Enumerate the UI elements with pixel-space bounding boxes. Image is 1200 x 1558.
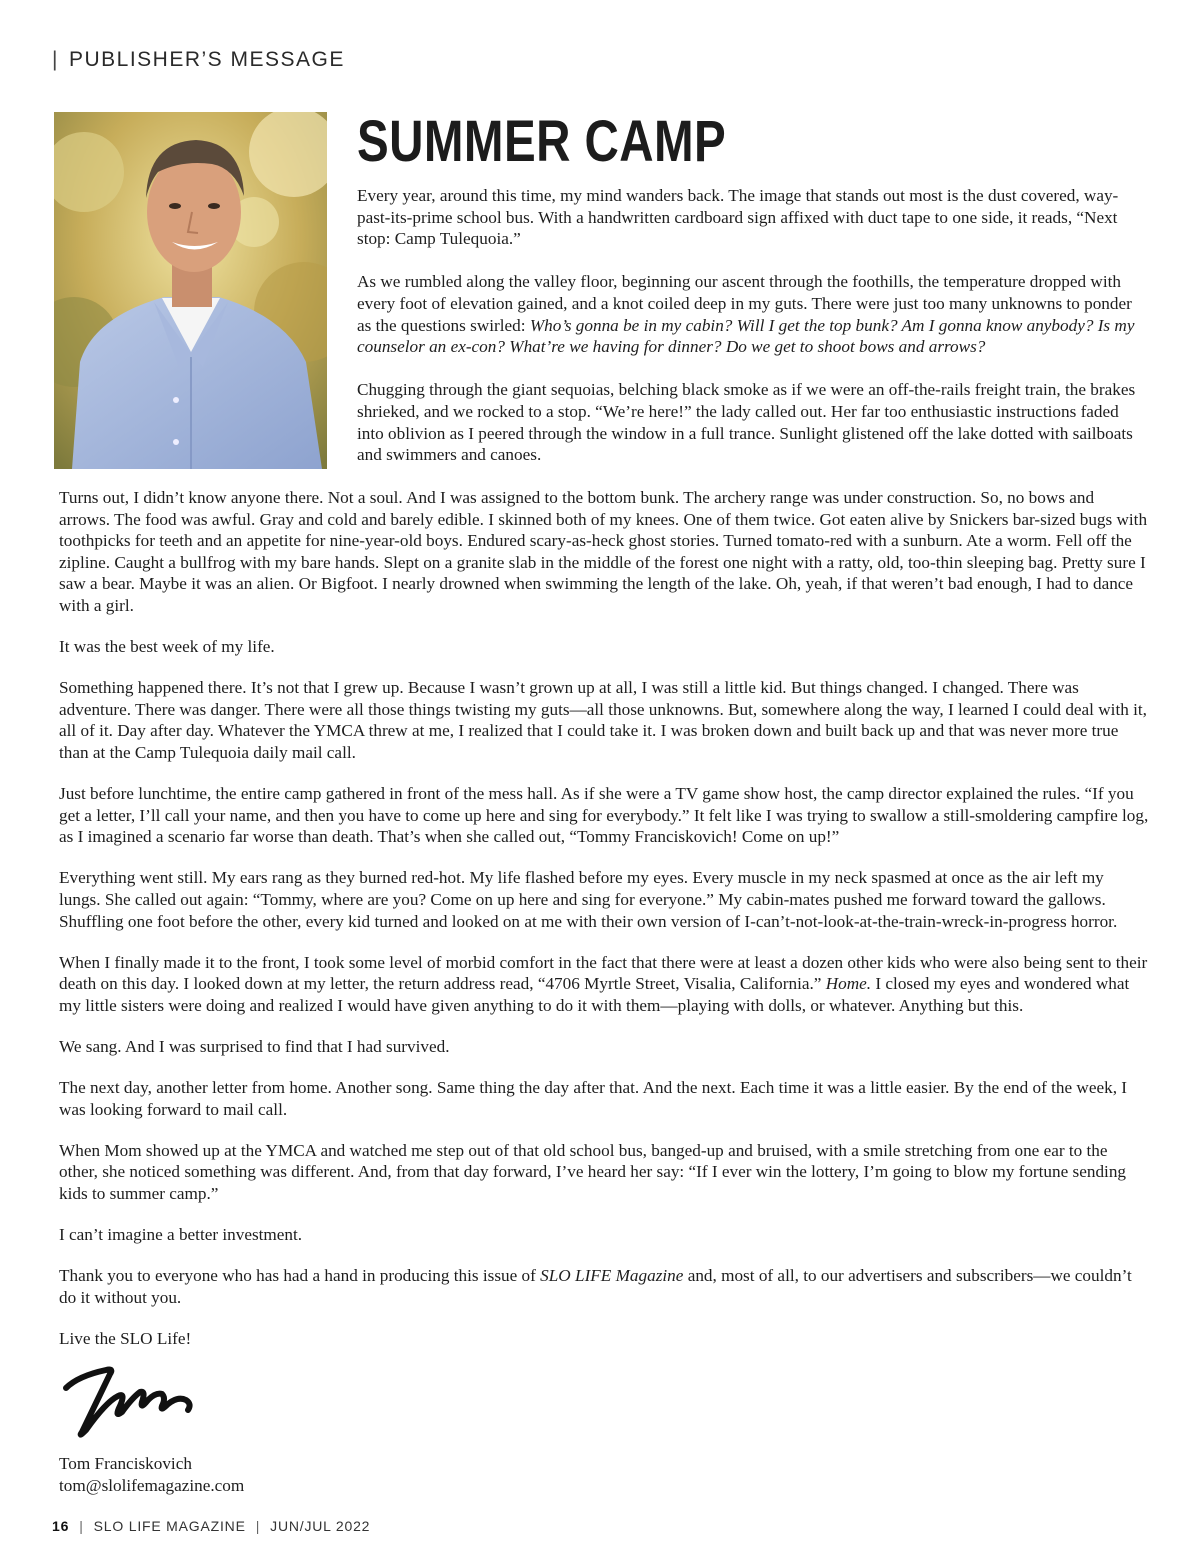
signature-image xyxy=(60,1362,200,1440)
text-segment: Live the SLO Life! xyxy=(59,1328,192,1348)
paragraph xyxy=(59,1036,1149,1058)
text-segment: Something happened there. It’s not that I grew up. Because I wasn’t grown up at all, I was still a little kid. But things changed. I changed. There was adventure. There was danger. There were all those things twisting my guts—all those unknowns. But, somewhere along the way, I learned I could deal with it, all of it. Day after day. Whatever the YMCA threw at me, I realized that I could take it. I was broken down and built back up and that was never more true than at the Camp Tulequoia daily mail call. xyxy=(59,678,1147,762)
text-segment: The next day, another letter from home. Another song. Same thing the day after that. And the next. Each time it was a little easier. By the end of the week, I was looking forward to mail call. xyxy=(59,1077,1128,1119)
text-segment: Turns out, I didn’t know anyone there. Not a soul. And I was assigned to the bottom bunk. The archery range was under construction. So, no bows and arrows. The food was awful. Gray and cold and barely edible. I skinned both of my knees. One of them twice. Got eaten alive by Snickers bar-sized bugs with toothpicks for teeth and an appetite for nine-year-old boys. Endured scary-as-heck ghost stories. Turned tomato-red with a sunburn. Ate a worm. Fell off the zipline. Caught a bullfrog with my bare hands. Slept on a granite slab in the middle of the forest one night with a ratty, old, too-thin sleeping bag. Pretty sure I saw a bear. Maybe it was an alien. Or Bigfoot. I nearly drowned when swimming the length of the lake. Oh, yeah, if that weren’t bad enough, I had to dance with a girl. xyxy=(59,488,1148,615)
issue-date: JUN/JUL 2022 xyxy=(270,1518,371,1534)
section-label xyxy=(52,48,345,72)
page-footer xyxy=(52,1518,370,1534)
author-name: Tom Franciskovich xyxy=(59,1454,192,1473)
text-segment: Everything went still. My ears rang as they burned red-hot. My life flashed before my eyes. Every muscle in my neck spasmed at once as the air left my lungs. She called out again: “Tommy, where are you? Come on up here and sing for everyone.” My cabin-mates pushed me forward toward the gallows. Shuffling one foot before the other, every kid turned and looked on at me with their own version of I-can’t-not-look-at-the-train-wreck-in-progress horror. xyxy=(59,868,1118,931)
paragraph xyxy=(59,1140,1149,1205)
paragraph xyxy=(59,952,1149,1017)
paragraph xyxy=(59,677,1149,763)
paragraph xyxy=(59,487,1149,617)
paragraph xyxy=(357,185,1147,250)
italic-text: Home. xyxy=(825,974,872,994)
text-segment: We sang. And I was surprised to find that I had survived. xyxy=(59,1036,450,1056)
article-body xyxy=(59,487,1149,1369)
page-number: 16 xyxy=(52,1518,70,1534)
author-photo xyxy=(54,112,327,469)
italic-text: SLO LIFE Magazine xyxy=(540,1266,684,1286)
text-segment: When Mom showed up at the YMCA and watched me step out of that old school bus, banged-up and bruised, with a smile stretching from one ear to the other, she noticed something was different. And, from that day forward, I’ve heard her say: “If I ever win the lottery, I’m going to blow my fortune sending kids to summer camp.” xyxy=(59,1140,1127,1203)
paragraph xyxy=(59,1077,1149,1120)
footer-divider: | xyxy=(255,1518,261,1534)
text-segment: I can’t imagine a better investment. xyxy=(59,1224,303,1244)
paragraph xyxy=(59,1328,1149,1350)
text-segment: When I finally made it to the front, I took some level of morbid comfort in the fact that there were at least a dozen other kids who were also being sent to their death on this day. I looked down at my letter, the return address read, “4706 Myrtle Street, Visalia, California.” xyxy=(59,952,1148,994)
text-segment: Just before lunchtime, the entire camp gathered in front of the mess hall. As if she were a TV game show host, the camp director explained the rules. “If you get a letter, I’ll call your name, and then you have to come up here and sing for everybody.” It felt like I was trying to swallow a still-smoldering campfire log, as I imagined a scenario far worse than death. That’s when she called out, “Tommy Franciskovich! Come on up!” xyxy=(59,784,1149,847)
paragraph xyxy=(59,1224,1149,1246)
paragraph xyxy=(59,783,1149,848)
publication-name: SLO LIFE MAGAZINE xyxy=(93,1518,246,1534)
paragraph xyxy=(59,636,1149,658)
paragraph xyxy=(357,379,1147,465)
footer-divider: | xyxy=(79,1518,84,1534)
paragraph xyxy=(59,867,1149,932)
paragraph xyxy=(59,1265,1149,1308)
text-segment: I closed my eyes and wondered what my little sisters were doing and realized I would have given anything to do it with them—playing with dolls, or whatever. Anything but this. xyxy=(59,974,1130,1015)
text-segment: As we rumbled along the valley floor, beginning our ascent through the foothills, the temperature dropped with every foot of elevation gained, and a knot coiled deep in my guts. There were just too many unknowns to ponder as the questions swirled: xyxy=(357,272,1132,335)
text-segment: Chugging through the giant sequoias, belching black smoke as if we were an off-the-rails freight train, the brakes shrieked, and we rocked to a stop. “We’re here!” the lady called out. Her far too enthusiastic instructions faded into oblivion as I peered through the window in a full trance. Sunlight glistened off the lake dotted with sailboats and swimmers and canoes. xyxy=(357,380,1136,465)
text-segment: Every year, around this time, my mind wanders back. The image that stands out most is the dust covered, way-past-its-prime school bus. With a handwritten cardboard sign affixed with duct tape to one side, it reads, “Next stop: Camp Tulequoia.” xyxy=(357,186,1119,249)
author-email[interactable]: tom@slolifemagazine.com xyxy=(59,1475,245,1495)
signature-block xyxy=(59,1453,244,1496)
section-label-text: PUBLISHER’S MESSAGE xyxy=(68,48,345,71)
paragraph xyxy=(357,271,1147,357)
article-title: SUMMER CAMP xyxy=(357,109,727,174)
text-segment: and, most of all, to our advertisers and subscribers—we couldn’t do it without you. xyxy=(59,1266,1132,1307)
italic-text: Who’s gonna be in my cabin? Will I get the top bunk? Am I gonna know anybody? Is my counselor an ex-con? What’re we having for dinner? Do we get to shoot bows and arrows? xyxy=(357,315,1135,357)
intro-text xyxy=(357,185,1147,487)
text-segment: Thank you to everyone who has had a hand in producing this issue of xyxy=(59,1266,541,1286)
text-segment: It was the best week of my life. xyxy=(59,637,275,657)
section-divider: | xyxy=(52,48,59,71)
